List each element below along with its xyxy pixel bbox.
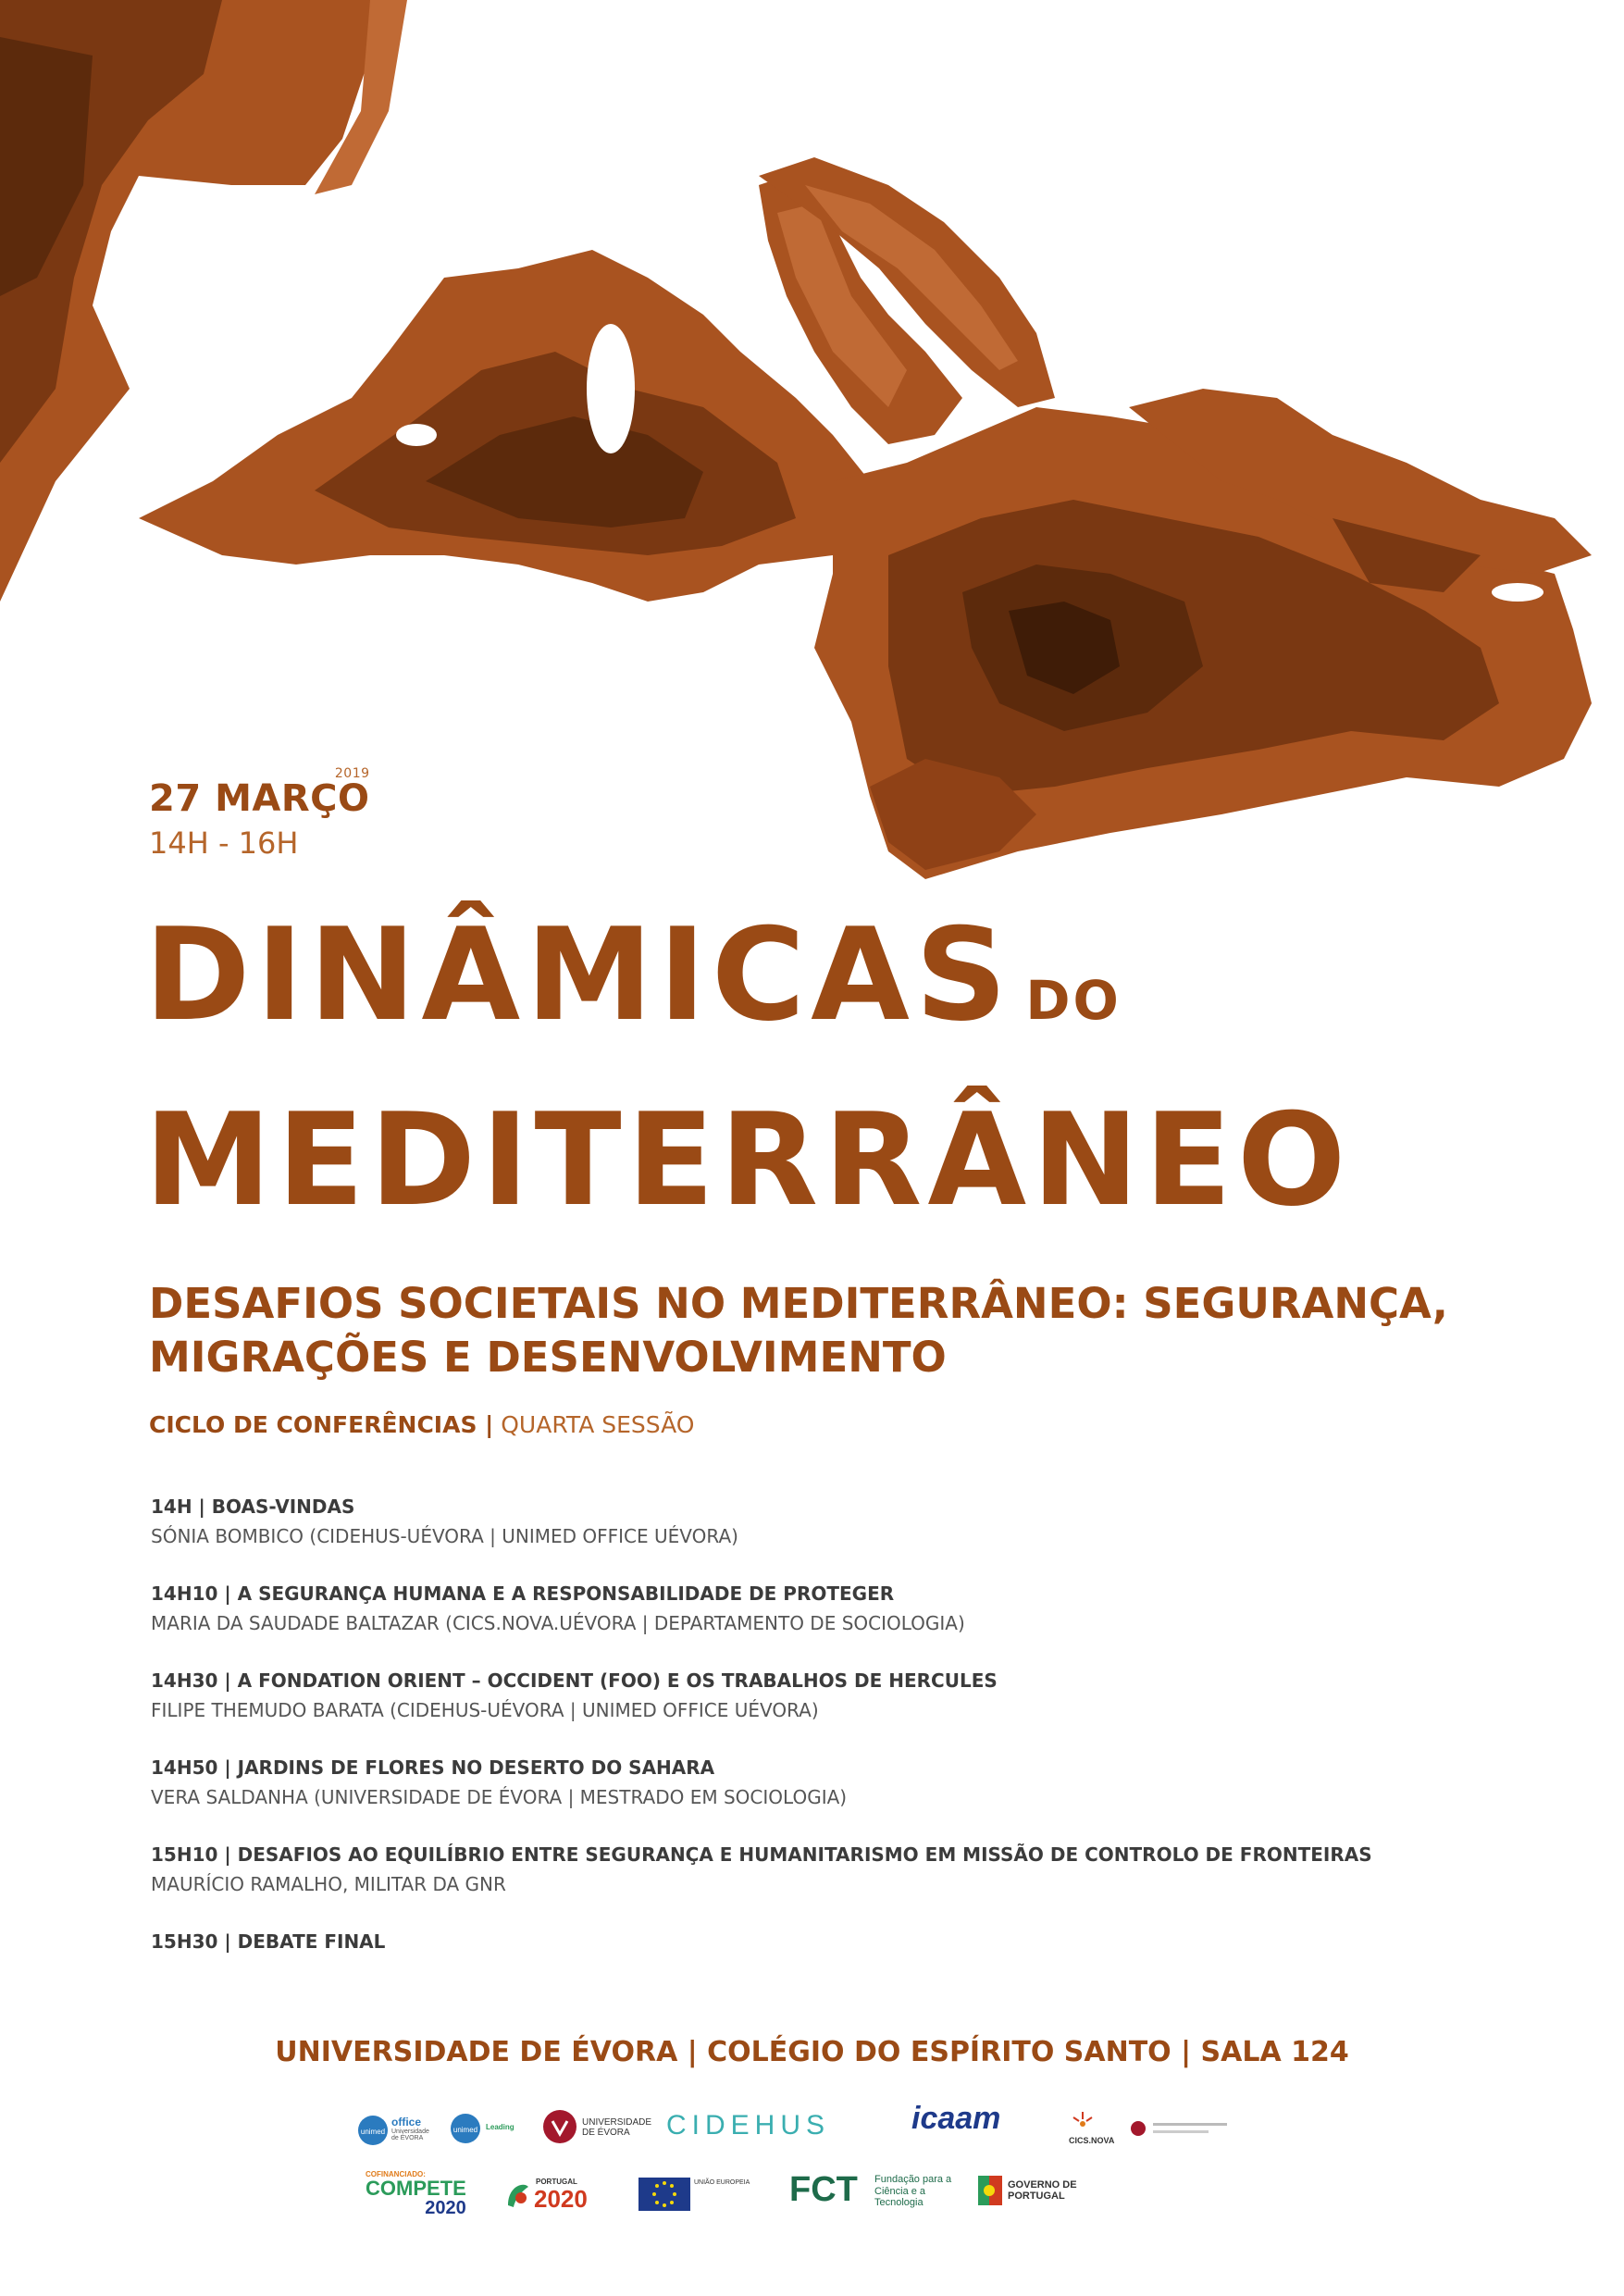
eu-label: UNIÃO EUROPEIA <box>694 2179 750 2186</box>
unimed2-logo-text: unimed <box>452 2126 478 2134</box>
cics-uevora-logo <box>1129 2117 1240 2143</box>
unimed-leading-logo <box>449 2112 514 2149</box>
program-item <box>151 1492 1446 1551</box>
event-date <box>149 766 370 820</box>
title-connector: DO <box>1025 969 1122 1032</box>
program-item-speaker: FILIPE THEMUDO BARATA (CIDEHUS-UÉVORA | UNIMED OFFICE UÉVORA) <box>151 1699 819 1721</box>
session-label: QUARTA SESSÃO <box>501 1411 695 1438</box>
cics-nova-text: CICS.NOVA <box>1069 2136 1115 2145</box>
sponsor-logos-row1 <box>356 2099 1300 2164</box>
unimed-office-sub: Universidade de ÉVORA <box>391 2128 429 2141</box>
portugal2020-text: 2020 <box>534 2185 588 2213</box>
event-date-block <box>149 766 370 861</box>
program-item-speaker: MAURÍCIO RAMALHO, MILITAR DA GNR <box>151 1873 506 1895</box>
fct-text: Fundação para a Ciência e a Tecnologia <box>874 2174 952 2209</box>
event-subtitle: DESAFIOS SOCIETAIS NO MEDITERRÂNEO: SEGURANÇA, MIGRAÇÕES E DESENVOLVIMENTO <box>149 1279 1448 1382</box>
compete-text: COMPETE <box>366 2177 466 2200</box>
governo-text: GOVERNO DE PORTUGAL <box>1008 2179 1077 2203</box>
program-item-heading: 15H10 | DESAFIOS AO EQUILÍBRIO ENTRE SEGURANÇA E HUMANITARISMO EM MISSÃO DE CONTROLO DE FRONTEIRAS <box>151 1843 1372 1866</box>
unimed-office-logo <box>356 2112 430 2153</box>
unimed-office-text: office <box>391 2116 422 2128</box>
event-venue: UNIVERSIDADE DE ÉVORA | COLÉGIO DO ESPÍRITO SANTO | SALA 124 <box>275 2036 1349 2068</box>
program-list <box>151 1492 1446 1984</box>
portugal-label: PORTUGAL <box>536 2178 577 2186</box>
event-date-text: 27 MARÇO <box>149 777 370 820</box>
uevora-logo <box>541 2108 652 2149</box>
fct-logo: FCT <box>789 2170 858 2209</box>
program-item <box>151 1927 1446 1956</box>
event-time: 14H - 16H <box>149 825 299 861</box>
title-dinamicas: DINÂMICAS <box>144 900 1013 1049</box>
event-title-line1 <box>144 900 1122 1049</box>
program-item <box>151 1579 1446 1638</box>
cofinanciado-text: COFINANCIADO: <box>366 2170 426 2178</box>
cics-nova-logo <box>1069 2110 1115 2145</box>
compete2020-logo <box>366 2170 466 2217</box>
sponsor-logos-row2 <box>366 2170 1087 2235</box>
governo-portugal-logo <box>976 2174 1077 2211</box>
unimed-logo-text: unimed <box>360 2128 386 2136</box>
conference-cycle <box>149 1411 694 1438</box>
eu-logo <box>638 2178 750 2215</box>
program-item-heading: 14H30 | A FONDATION ORIENT – OCCIDENT (FOO) E OS TRABALHOS DE HERCULES <box>151 1669 998 1692</box>
program-item-heading: 14H10 | A SEGURANÇA HUMANA E A RESPONSABILIDADE DE PROTEGER <box>151 1582 895 1605</box>
uevora-text: UNIVERSIDADE DE ÉVORA <box>582 2117 652 2138</box>
program-item-speaker: SÓNIA BOMBICO (CIDEHUS-UÉVORA | UNIMED OFFICE UÉVORA) <box>151 1525 738 1547</box>
program-item <box>151 1840 1446 1899</box>
program-item-heading: 15H30 | DEBATE FINAL <box>151 1930 386 1953</box>
cidehus-logo: CIDEHUS <box>666 2110 831 2141</box>
program-item-speaker: VERA SALDANHA (UNIVERSIDADE DE ÉVORA | MESTRADO EM SOCIOLOGIA) <box>151 1786 848 1808</box>
program-item-heading: 14H | BOAS-VINDAS <box>151 1496 355 1518</box>
program-item-speaker: MARIA DA SAUDADE BALTAZAR (CICS.NOVA.UÉVORA | DEPARTAMENTO DE SOCIOLOGIA) <box>151 1612 965 1634</box>
event-year: 2019 <box>334 766 370 781</box>
icaam-logo <box>911 2101 1000 2137</box>
icaam-text: icaam <box>911 2101 1001 2136</box>
program-item-heading: 14H50 | JARDINS DE FLORES NO DESERTO DO SAHARA <box>151 1756 715 1779</box>
compete-year-text: 2020 <box>425 2198 466 2218</box>
portugal2020-logo <box>504 2178 588 2215</box>
program-item <box>151 1666 1446 1725</box>
cycle-label: CICLO DE CONFERÊNCIAS | <box>149 1411 494 1438</box>
unimed-leading-text: Leading <box>486 2123 514 2131</box>
event-title-line2: MEDITERRÂNEO <box>144 1086 1352 1235</box>
program-item <box>151 1753 1446 1812</box>
